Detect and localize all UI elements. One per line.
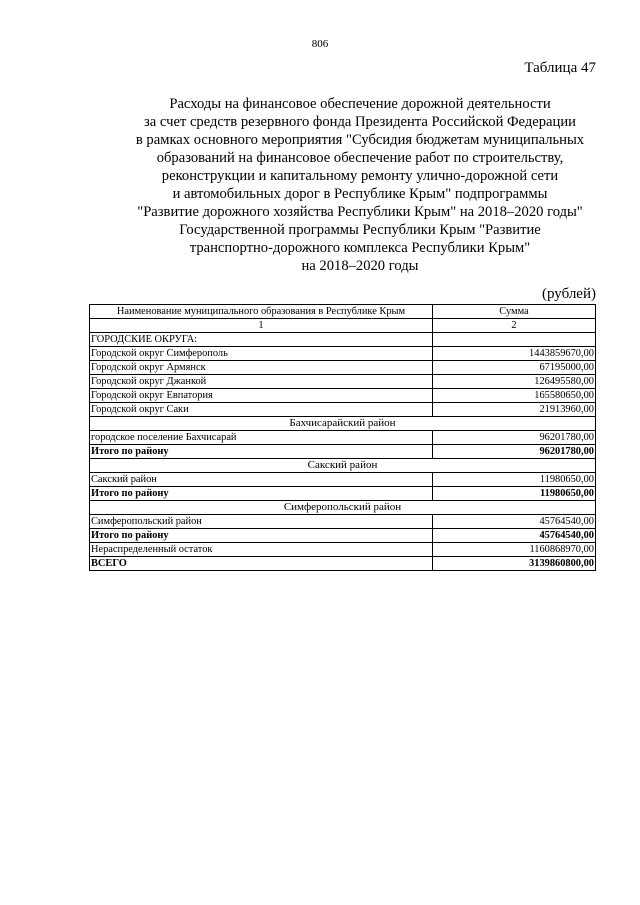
row-name: Городской округ Евпатория xyxy=(90,389,433,403)
row-value xyxy=(433,333,596,347)
title-line: Государственной программы Республики Крым "Развитие xyxy=(179,222,541,238)
column-number: 1 xyxy=(90,319,433,333)
title-line: за счет средств резервного фонда Президента Российской Федерации xyxy=(144,114,576,130)
section-row xyxy=(90,501,596,515)
table-row xyxy=(90,361,596,375)
row-value: 3139860800,00 xyxy=(433,557,596,571)
section-title: Симферопольский район xyxy=(90,501,596,515)
page-number: 806 xyxy=(311,38,329,50)
table-label: Таблица 47 xyxy=(524,60,596,76)
row-name: Итого по району xyxy=(90,487,433,501)
title-line: транспортно-дорожного комплекса Республики Крым" xyxy=(189,240,531,256)
row-name: Городской округ Симферополь xyxy=(90,347,433,361)
row-name: Симферопольский район xyxy=(90,515,433,529)
section-title: Сакский район xyxy=(90,459,596,473)
row-value: 21913960,00 xyxy=(433,403,596,417)
table-row xyxy=(90,515,596,529)
row-value: 126495580,00 xyxy=(433,375,596,389)
section-row xyxy=(90,417,596,431)
table-row xyxy=(90,473,596,487)
table-header-row xyxy=(90,305,596,319)
title-line: на 2018–2020 годы xyxy=(301,258,419,274)
row-name: ГОРОДСКИЕ ОКРУГА: xyxy=(90,333,433,347)
table-body xyxy=(90,333,596,571)
total-row xyxy=(90,487,596,501)
row-value: 1160868970,00 xyxy=(433,543,596,557)
row-value: 96201780,00 xyxy=(433,431,596,445)
header-sum: Сумма xyxy=(433,305,596,319)
table-row xyxy=(90,431,596,445)
table-row xyxy=(90,543,596,557)
row-name: Городской округ Саки xyxy=(90,403,433,417)
row-value: 45764540,00 xyxy=(433,529,596,543)
total-row xyxy=(90,445,596,459)
row-value: 67195000,00 xyxy=(433,361,596,375)
title-line: "Развитие дорожного хозяйства Республики Крым" на 2018–2020 годы" xyxy=(137,204,583,220)
section-title: Бахчисарайский район xyxy=(90,417,596,431)
unit-label: (рублей) xyxy=(541,286,596,302)
row-name: городское поселение Бахчисарай xyxy=(90,431,433,445)
total-row xyxy=(90,557,596,571)
row-name: Городской округ Армянск xyxy=(90,361,433,375)
row-name: Сакский район xyxy=(90,473,433,487)
row-name: Итого по району xyxy=(90,445,433,459)
document-title xyxy=(90,95,630,275)
title-line: в рамках основного мероприятия "Субсидия бюджетам муниципальных xyxy=(135,132,585,148)
section-row xyxy=(90,459,596,473)
row-name: ВСЕГО xyxy=(90,557,433,571)
row-value: 11980650,00 xyxy=(433,473,596,487)
title-line: и автомобильных дорог в Республике Крым" подпрограммы xyxy=(172,186,548,202)
row-name: Нераспределенный остаток xyxy=(90,543,433,557)
table-row xyxy=(90,347,596,361)
row-value: 165580650,00 xyxy=(433,389,596,403)
row-name: Городской округ Джанкой xyxy=(90,375,433,389)
header-name: Наименование муниципального образования в Республике Крым xyxy=(90,305,433,319)
row-value: 1443859670,00 xyxy=(433,347,596,361)
row-name: Итого по району xyxy=(90,529,433,543)
column-number-row xyxy=(90,319,596,333)
title-line: Расходы на финансовое обеспечение дорожной деятельности xyxy=(169,96,551,112)
title-line: реконструкции и капитальному ремонту улично-дорожной сети xyxy=(161,168,559,184)
title-line: образований на финансовое обеспечение работ по строительству, xyxy=(156,150,564,166)
group-row xyxy=(90,333,596,347)
column-number: 2 xyxy=(433,319,596,333)
row-value: 45764540,00 xyxy=(433,515,596,529)
table-row xyxy=(90,403,596,417)
table-row xyxy=(90,375,596,389)
row-value: 96201780,00 xyxy=(433,445,596,459)
total-row xyxy=(90,529,596,543)
row-value: 11980650,00 xyxy=(433,487,596,501)
expenses-table xyxy=(89,304,596,571)
table-row xyxy=(90,389,596,403)
